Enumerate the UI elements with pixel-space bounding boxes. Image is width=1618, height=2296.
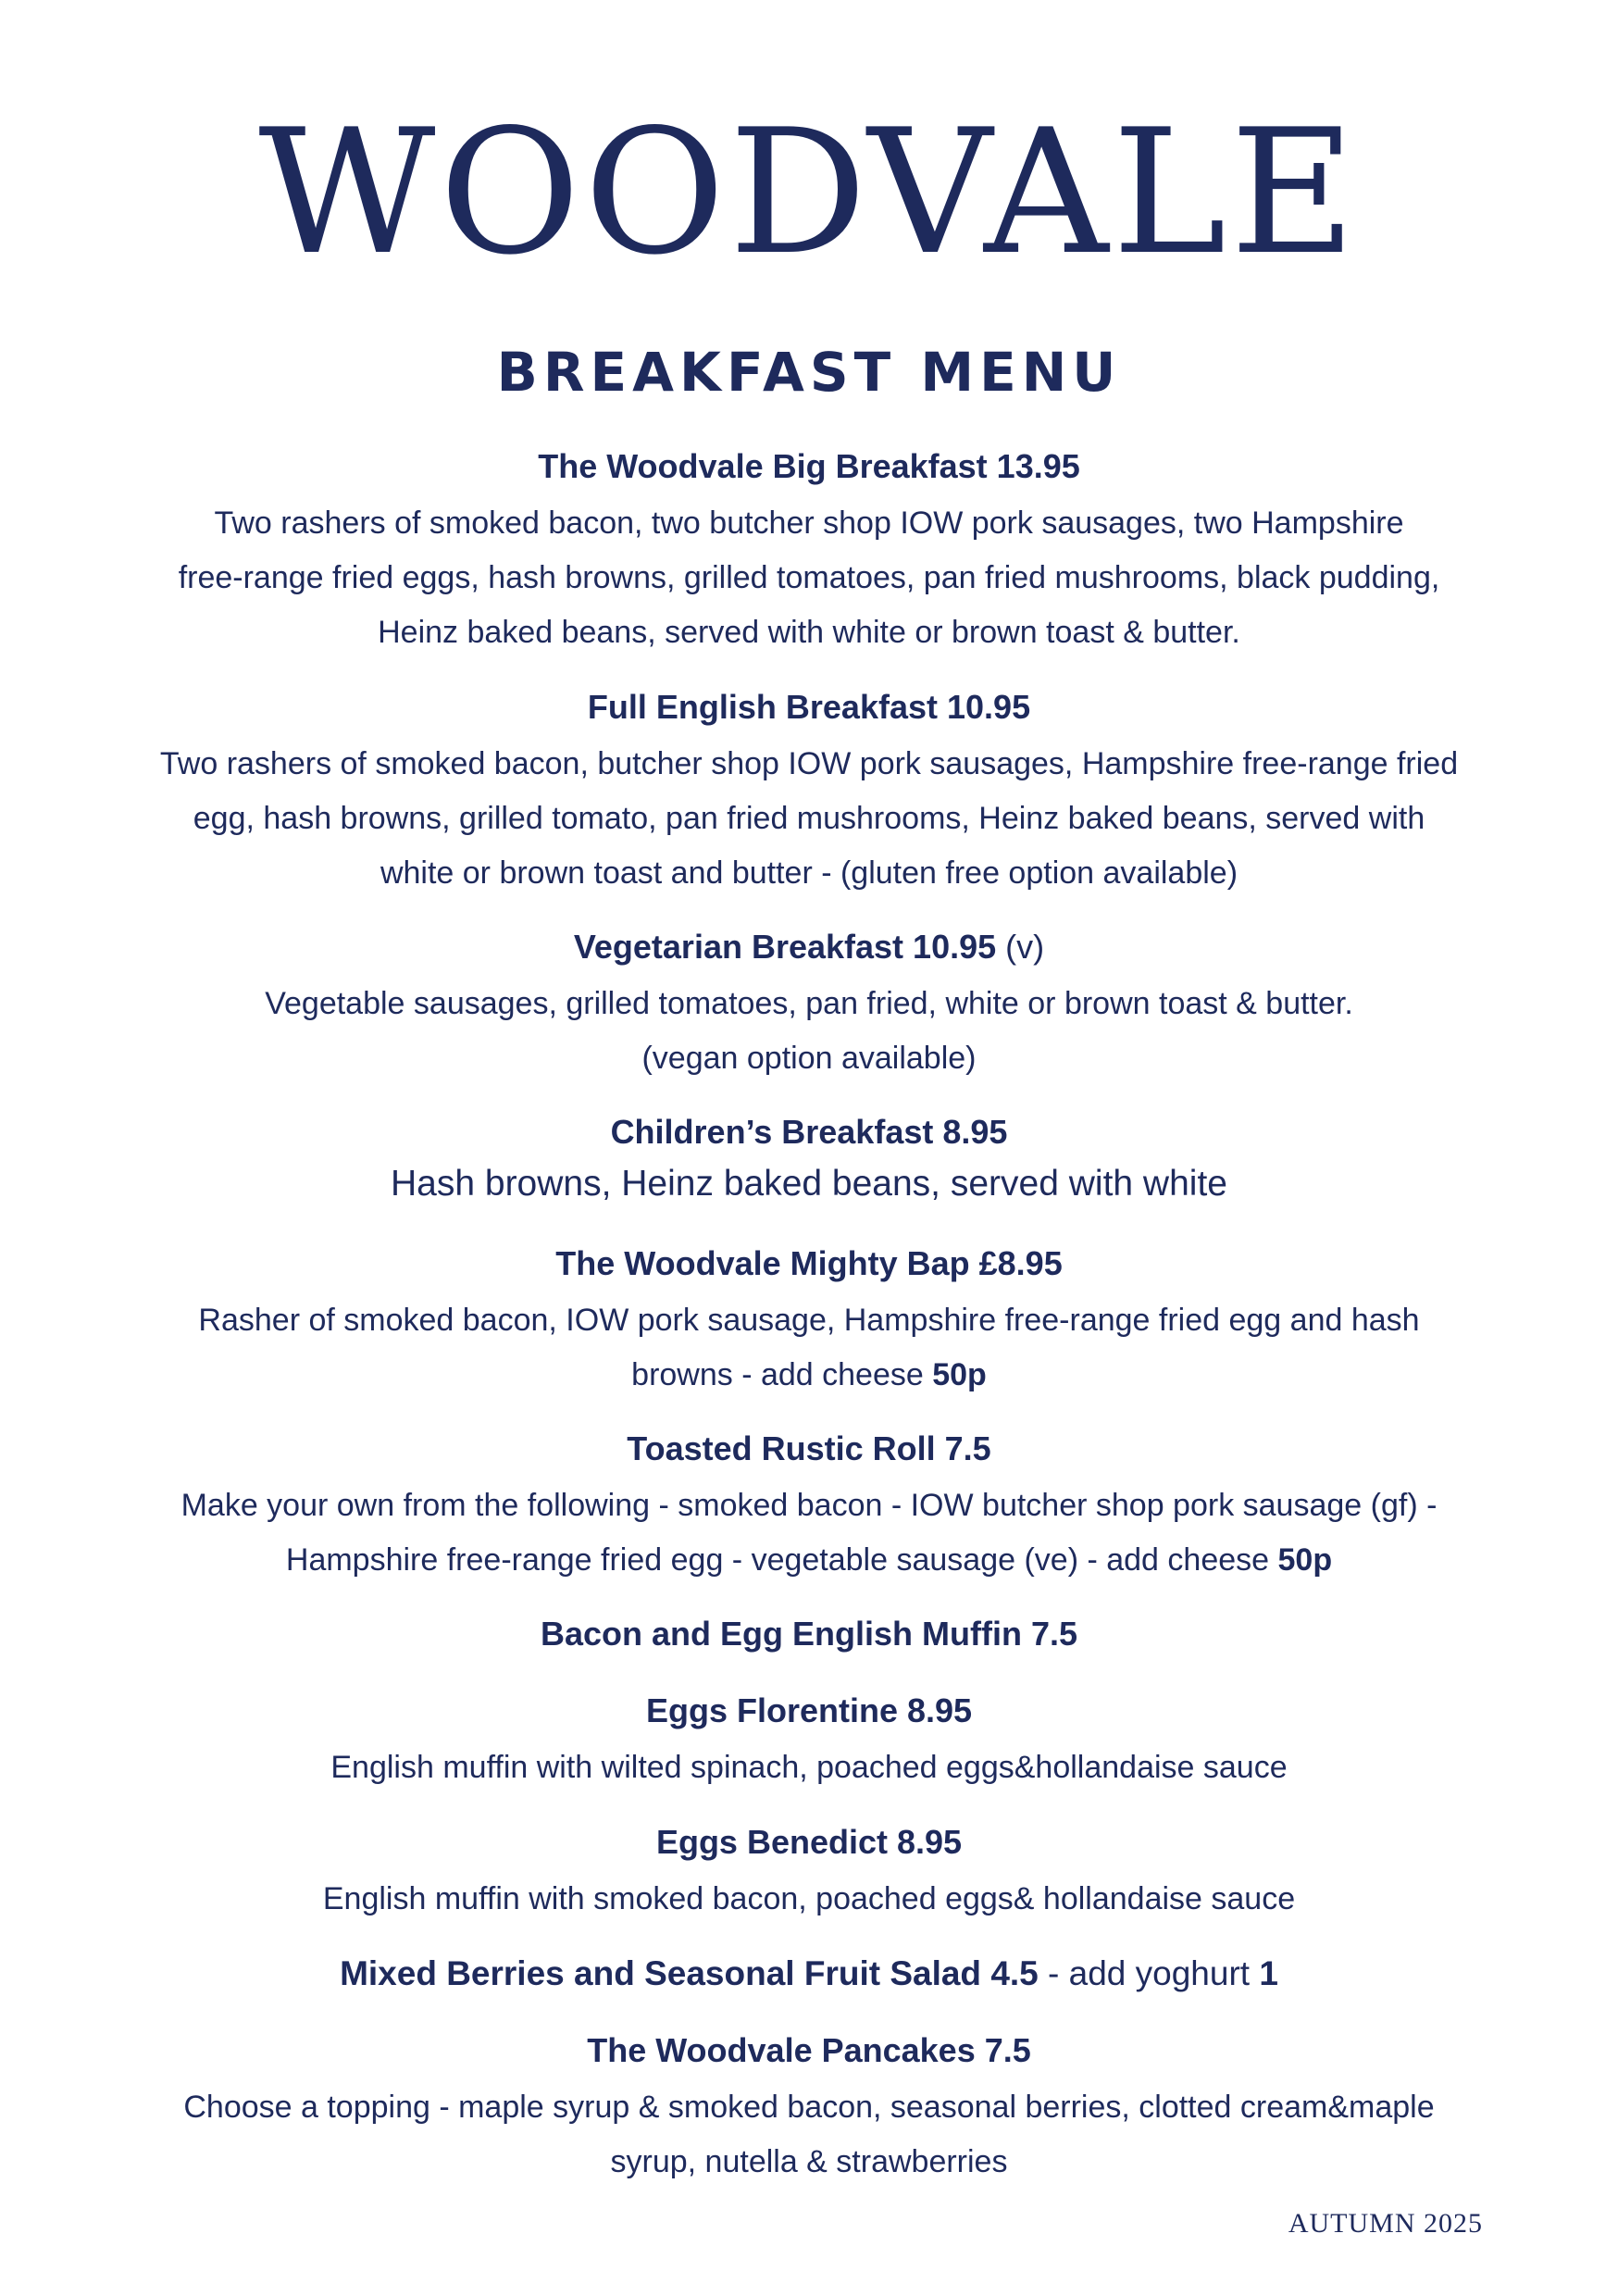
menu-item-rustic-roll [111,1427,1507,1588]
item-title-text: Vegetarian Breakfast 10.95 [573,928,997,966]
item-title: Toasted Rustic Roll 7.5 [627,1429,991,1467]
description-line [111,1533,1507,1588]
item-title: The Woodvale Big Breakfast 13.95 [538,447,1080,485]
description-line: free-range fried eggs, hash browns, grilled tomatoes, pan fried mushrooms, black pudding, [178,560,1440,595]
description-line: Two rashers of smoked bacon, two butcher shop IOW pork sausages, two Hampshire [214,505,1404,541]
menu-item-fruit-salad [111,1952,1507,1996]
menu-item-eggs-benedict [111,1820,1507,1927]
description-text: browns - add cheese [631,1357,933,1392]
menu-title: BREAKFAST MENU [496,341,1122,404]
item-title: The Woodvale Pancakes 7.5 [587,2031,1031,2069]
item-description [111,2080,1507,2190]
description-line: English muffin with wilted spinach, poached eggs&hollandaise sauce [330,1750,1288,1785]
description-line: Choose a topping - maple syrup & smoked bacon, seasonal berries, clotted cream&maple [183,2090,1435,2125]
menu-item-mighty-bap [111,1242,1507,1403]
description-line: (vegan option available) [641,1041,977,1076]
item-description [111,977,1507,1086]
menu-item-pancakes [111,2028,1507,2190]
description-line: English muffin with smoked bacon, poached eggs& hollandaise sauce [322,1881,1296,1916]
description-text: Hampshire free-range fried egg - vegetable sausage (ve) - add cheese [285,1542,1278,1578]
description-line: Make your own from the following - smoked bacon - IOW butcher shop pork sausage (gf) - [180,1488,1438,1523]
description-line: Two rashers of smoked bacon, butcher shop IOW pork sausages, Hampshire free-range fried [159,746,1459,781]
item-title: Bacon and Egg English Muffin 7.5 [540,1615,1078,1653]
dietary-tag: (v) [996,928,1045,966]
item-description [111,1741,1507,1795]
item-title [111,925,1507,969]
item-title [111,1952,1507,1996]
description-line: Vegetable sausages, grilled tomatoes, pan fried, white or brown toast & butter. [265,986,1353,1021]
item-title: Full English Breakfast 10.95 [587,688,1031,726]
description-line: Rasher of smoked bacon, IOW pork sausage, Hampshire free-range fried egg and hash [198,1303,1420,1338]
brand-logo: WOODVALE [258,92,1360,293]
cheese-price: 50p [932,1357,987,1392]
yoghurt-price: 1 [1259,1954,1278,1992]
menu-item-childrens [111,1110,1507,1211]
menu-item-english-muffin [111,1612,1507,1656]
description-line: Hash browns, Heinz baked beans, served with white [391,1164,1227,1204]
description-line: syrup, nutella & strawberries [610,2144,1008,2179]
item-description [111,1156,1507,1211]
item-title: Children’s Breakfast 8.95 [610,1113,1008,1151]
item-description [111,737,1507,901]
item-description [111,1479,1507,1588]
cheese-price: 50p [1277,1542,1333,1578]
menu-item-vegetarian [111,925,1507,1086]
description-line: egg, hash browns, grilled tomato, pan fried mushrooms, Heinz baked beans, served with [193,801,1425,836]
item-title-text: Mixed Berries and Seasonal Fruit Salad 4.5 [340,1954,1039,1992]
season-label: AUTUMN 2025 [1288,2208,1483,2239]
item-title: The Woodvale Mighty Bap £8.95 [555,1244,1063,1282]
item-title: Eggs Florentine 8.95 [645,1691,973,1729]
description-line [111,1348,1507,1403]
description-line: Heinz baked beans, served with white or brown toast & butter. [378,615,1240,650]
item-description [111,496,1507,660]
item-description [111,1872,1507,1927]
description-line: white or brown toast and butter - (gluten free option available) [380,855,1238,891]
item-title: Eggs Benedict 8.95 [655,1823,963,1861]
menu-item-big-breakfast [111,444,1507,660]
item-description [111,1293,1507,1403]
menu-item-eggs-florentine [111,1689,1507,1795]
yoghurt-addon: - add yoghurt [1038,1954,1260,1992]
menu-item-full-english [111,685,1507,901]
